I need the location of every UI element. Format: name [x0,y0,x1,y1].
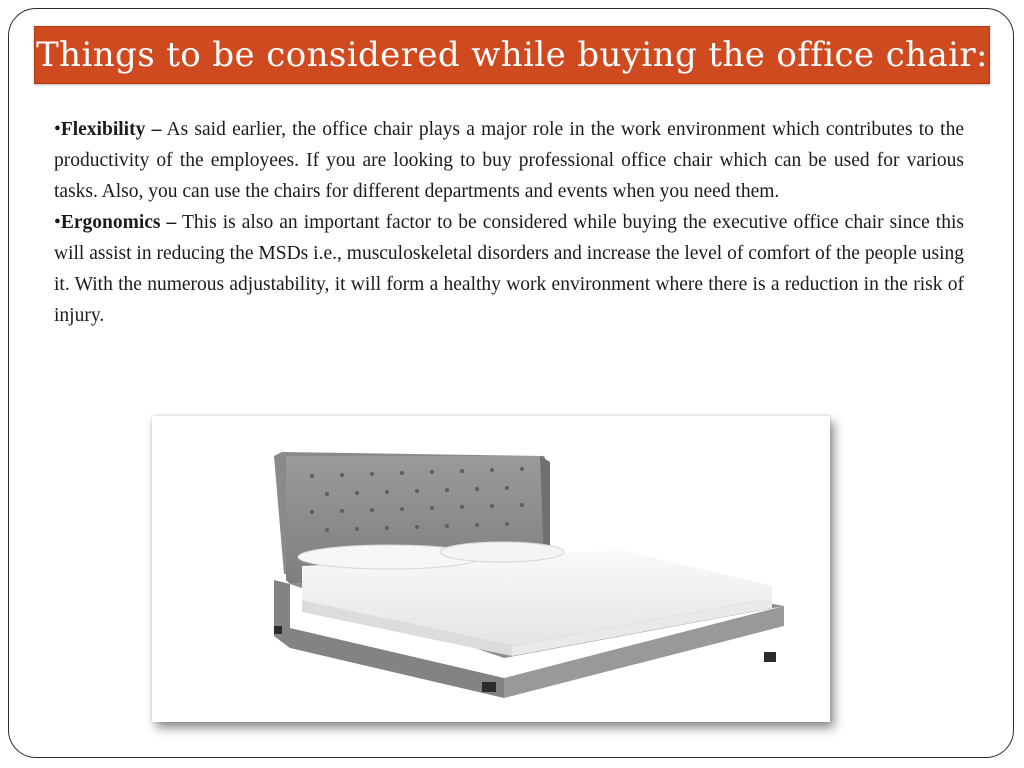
title-banner [34,26,990,84]
bullet-text: This is also an important factor to be considered while buying the executive office chair since this will assist in reducing the MSDs i.e., musculoskeletal disorders and increase the level of comfort of the people using it. With the numerous adjustability, it will form a healthy work environment where there is a reduction in the risk of injury. [54,212,964,326]
bed-image [152,416,830,722]
slide-title: Things to be considered while buying the office chair: [36,35,988,75]
bullet-item-ergonomics [54,207,964,331]
bed-illustration [152,416,830,722]
bullet-marker: • [54,212,61,233]
bullet-marker: • [54,119,61,140]
bullet-item-flexibility [54,114,964,207]
bullet-term: Ergonomics – [60,212,177,233]
bullet-text: As said earlier, the office chair plays a major role in the work environment which contributes to the productivity of the employees. If you are looking to buy professional office chair which can be used for various tasks. Also, you can use the chairs for different departments and events when you need them. [54,119,964,202]
bullet-list [54,114,964,331]
bullet-term: Flexibility – [60,119,162,140]
